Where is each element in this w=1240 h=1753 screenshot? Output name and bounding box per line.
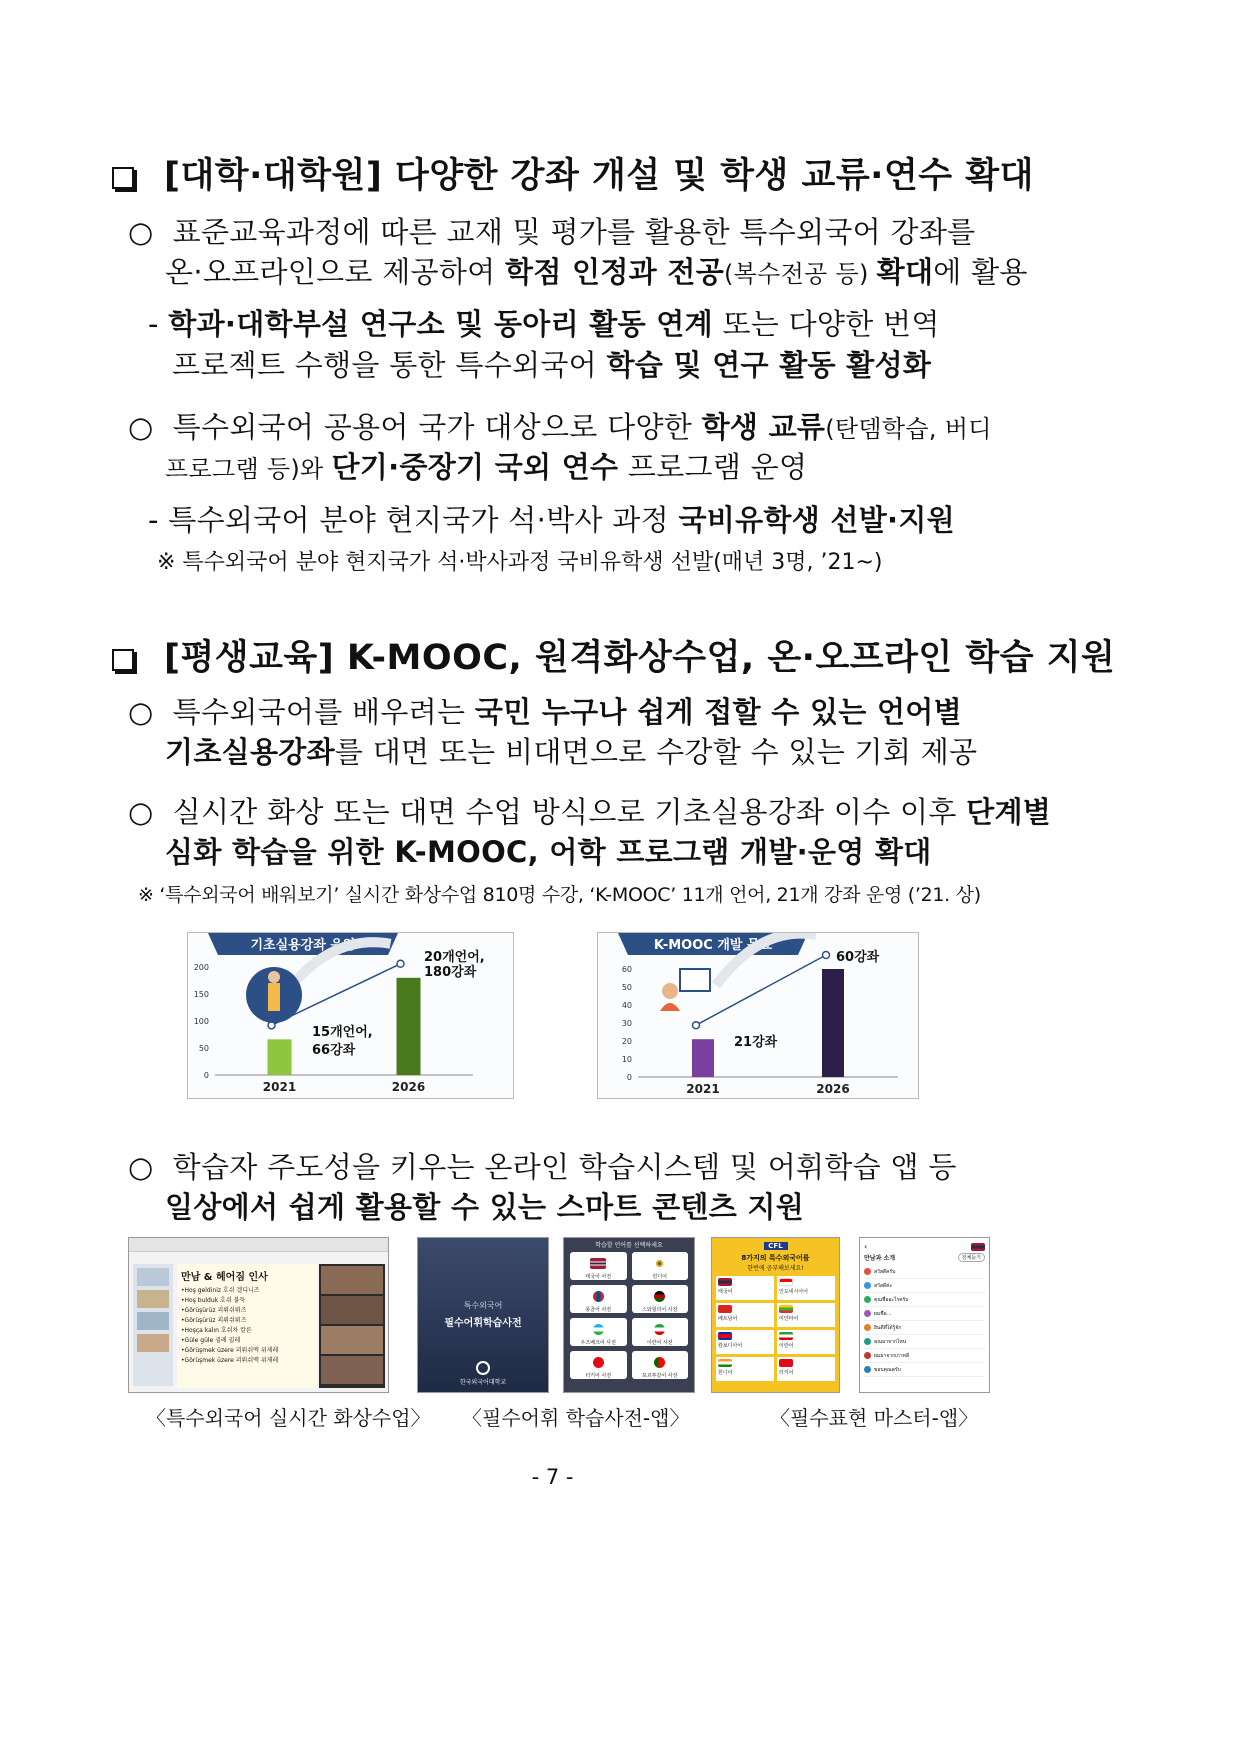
kenya-flag-icon <box>654 1291 665 1302</box>
slide-title: 만남 & 헤어짐 인사 <box>181 1272 268 1283</box>
chart-title: 기초실용강좌 운영 <box>250 938 356 953</box>
language-label: 미얀마어 <box>779 1316 799 1322</box>
phrase-text: คุณชื่ออะไรครับ <box>874 1296 909 1303</box>
language-label: 몽골어 사전 <box>585 1307 612 1313</box>
trend-point <box>397 960 404 967</box>
speaker-icon <box>864 1268 871 1275</box>
language-label: 태국어 <box>718 1289 733 1295</box>
language-tile[interactable] <box>777 1357 835 1381</box>
slide-line: •Güle güle 귈레 귈레 <box>181 1337 241 1344</box>
phrase-text: สวัสดีค่ะ <box>874 1282 893 1289</box>
language-label: 이란어 <box>779 1343 794 1349</box>
slide-thumbnails <box>133 1264 173 1386</box>
section-1-title: [대학·대학원] 다양한 강좌 개설 및 학생 교류·연수 확대 <box>112 148 1034 198</box>
language-card[interactable] <box>632 1252 689 1280</box>
language-tile[interactable] <box>716 1276 774 1300</box>
bullet-5-line-2: 일상에서 쉽게 활용할 수 있는 스마트 콘텐츠 지원 <box>165 1190 805 1224</box>
language-label: 힌디어 <box>718 1370 733 1376</box>
language-select-screen <box>563 1237 695 1393</box>
data-label: 21강좌 <box>734 1035 778 1050</box>
bullet-1-line-2: 온·오프라인으로 제공하여 학점 인정과 전공(복수전공 등) 확대에 활용 <box>165 255 1028 289</box>
participant-video <box>321 1356 383 1384</box>
trend-point <box>823 952 830 959</box>
data-label: 60강좌 <box>836 950 880 965</box>
section-2-title: [평생교육] K-MOOC, 원격화상수업, 온·오프라인 학습 지원 <box>112 630 1115 680</box>
bar <box>692 1039 714 1077</box>
bar <box>397 978 421 1075</box>
language-label: 이란어 사전 <box>646 1340 673 1346</box>
india-flag-icon <box>718 1359 732 1367</box>
iran-flag-icon <box>654 1324 665 1335</box>
language-card[interactable] <box>570 1351 627 1379</box>
slide-line: •Hoşça kalın 호쉬차 칼른 <box>181 1327 252 1334</box>
language-label: 터키어 사전 <box>585 1373 612 1379</box>
app-footer: 한국외국어대학교 <box>459 1379 507 1386</box>
y-tick-label: 10 <box>621 1055 632 1064</box>
caption-expression-app: 〈필수표현 마스터-앱〉 <box>770 1406 979 1430</box>
participant-video <box>321 1296 383 1324</box>
bar <box>822 969 844 1077</box>
cfl-logo: CFL <box>764 1242 788 1250</box>
speaker-icon <box>864 1296 871 1303</box>
phrase-row[interactable] <box>864 1363 985 1377</box>
indonesia-flag-icon <box>779 1278 793 1286</box>
phrase-row[interactable] <box>864 1335 985 1349</box>
dictionary-app-splash <box>417 1237 549 1393</box>
portugal-flag-icon <box>654 1357 665 1368</box>
language-tile[interactable] <box>777 1330 835 1354</box>
phrase-text: ยินดีที่ได้รู้จัก <box>874 1324 902 1331</box>
phrase-list <box>864 1265 985 1377</box>
bullet-2: ○ 특수외국어 공용어 국가 대상으로 다양한 학생 교류(탄뎀학습, 버디 <box>128 410 992 444</box>
myanmar-flag-icon <box>779 1305 793 1313</box>
chart-2 <box>598 933 919 1099</box>
language-card[interactable] <box>570 1252 627 1280</box>
trend-point <box>693 1022 700 1029</box>
uzbekistan-flag-icon <box>593 1324 604 1335</box>
phrase-row[interactable] <box>864 1307 985 1321</box>
language-card[interactable] <box>632 1351 689 1379</box>
language-tile[interactable] <box>777 1303 835 1327</box>
note-1: ※ 특수외국어 분야 현지국가 석·박사과정 국비유학생 선발(매년 3명, ’21~) <box>157 550 883 575</box>
language-label: 스와힐리어 사전 <box>642 1307 678 1313</box>
iran-flag-icon <box>779 1332 793 1340</box>
turkey-flag-icon <box>593 1357 604 1368</box>
data-label: 15개언어, <box>312 1025 373 1040</box>
participant-video <box>321 1266 383 1294</box>
note-2: ※ ‘특수외국어 배워보기’ 실시간 화상수업 810명 수강, ‘K-MOOC’ 11개 언어, 21개 강좌 운영 (’21. 상) <box>138 884 981 906</box>
language-label: 포르투갈어 사전 <box>642 1373 678 1379</box>
language-card[interactable] <box>570 1318 627 1346</box>
speaker-icon <box>864 1282 871 1289</box>
bullet-1: ○ 표준교육과정에 따른 교재 및 평가를 활용한 특수외국어 강좌를 <box>128 215 976 249</box>
phrase-text: สวัสดีครับ <box>874 1268 896 1275</box>
data-label: 180강좌 <box>424 965 477 980</box>
x-tick-label: 2021 <box>262 1080 297 1094</box>
person-illustration-icon <box>268 971 280 983</box>
speaker-icon <box>864 1310 871 1317</box>
university-logo-icon <box>476 1361 490 1375</box>
cambodia-flag-icon <box>718 1332 732 1340</box>
slide-line: •Görüşürüz 괴뤼쉬뤼즈 <box>181 1317 247 1324</box>
y-tick-label: 200 <box>193 963 209 972</box>
phrase-text: ผมชื่อ... <box>874 1310 892 1317</box>
app-subheadline: 한번에 공부해보세요! <box>747 1265 804 1272</box>
india-flag-icon <box>654 1258 665 1269</box>
person-illustration-icon <box>268 983 280 1011</box>
y-tick-label: 50 <box>621 983 632 992</box>
bullet-4: ○ 실시간 화상 또는 대면 수업 방식으로 기초실용강좌 이수 이후 단계별 <box>128 795 1052 829</box>
bullet-2-line-2: 프로그램 등)와 단기·중장기 국외 연수 프로그램 운영 <box>165 450 808 484</box>
toolbar <box>129 1238 388 1252</box>
speaker-icon <box>864 1324 871 1331</box>
speaker-icon <box>864 1352 871 1359</box>
back-arrow-icon[interactable]: ‹ <box>864 1242 868 1251</box>
data-label: 66강좌 <box>312 1043 356 1058</box>
y-tick-label: 40 <box>621 1001 632 1010</box>
slide <box>177 1264 317 1388</box>
language-tile[interactable] <box>777 1276 835 1300</box>
language-tile[interactable] <box>716 1330 774 1354</box>
app-headline: 8가지의 특수외국어를 <box>741 1254 810 1262</box>
y-tick-label: 100 <box>193 1017 209 1026</box>
slide-line: •Görüşmek üzere 괴뤼쉬멕 위제레 <box>181 1347 279 1354</box>
participant-videos <box>319 1264 385 1388</box>
y-tick-label: 50 <box>198 1044 209 1053</box>
phrase-row[interactable] <box>864 1293 985 1307</box>
phrase-row[interactable] <box>864 1349 985 1363</box>
thailand-flag-icon <box>971 1243 985 1251</box>
thailand-flag-icon <box>718 1278 732 1286</box>
bar <box>268 1039 292 1075</box>
y-tick-label: 20 <box>621 1037 632 1046</box>
phrase-text: ผมมาจากเกาหลี <box>874 1352 909 1359</box>
vietnam-flag-icon <box>718 1305 732 1313</box>
caption-dictionary-app: 〈필수어휘 학습사전-앱〉 <box>462 1406 690 1430</box>
language-label: 터키어 <box>779 1370 794 1376</box>
phrase-row[interactable] <box>864 1279 985 1293</box>
video-class-screenshot <box>128 1237 389 1393</box>
caption-video-class: 〈특수외국어 실시간 화상수업〉 <box>146 1406 431 1430</box>
chart-1-panel <box>187 932 514 1099</box>
y-tick-label: 60 <box>621 965 632 974</box>
slide-line: •Görüşmek üzere 괴뤼쉬멕 위제레 <box>181 1357 279 1364</box>
play-all-button[interactable]: 전체듣기 <box>958 1253 985 1262</box>
y-tick-label: 0 <box>626 1073 632 1082</box>
x-tick-label: 2021 <box>686 1082 720 1096</box>
language-card[interactable] <box>632 1285 689 1313</box>
slide-line: •Hoş bulduk 호쉬 불둑 <box>181 1297 246 1304</box>
speaker-icon <box>864 1338 871 1345</box>
cfl-app-home <box>711 1237 840 1393</box>
chart-2-panel <box>597 932 919 1099</box>
bullet-5: ○ 학습자 주도성을 키우는 온라인 학습시스템 및 어휘학습 앱 등 <box>128 1150 957 1184</box>
mongolia-flag-icon <box>593 1291 604 1302</box>
bullet-4-line-2: 심화 학습을 위한 K-MOOC, 어학 프로그램 개발·운영 확대 <box>165 835 932 869</box>
language-label: 베트남어 <box>718 1316 738 1322</box>
thailand-flag-icon <box>590 1258 606 1269</box>
language-label: 힌디어 <box>652 1274 667 1280</box>
bullet-3: ○ 특수외국어를 배우려는 국민 누구나 쉽게 접할 수 있는 언어별 <box>128 695 962 729</box>
y-tick-label: 30 <box>621 1019 632 1028</box>
bullet-3-line-2: 기초실용강좌를 대면 또는 비대면으로 수강할 수 있는 기회 제공 <box>165 735 978 769</box>
dash-1-line-2: 프로젝트 수행을 통한 특수외국어 학습 및 연구 활동 활성화 <box>172 348 932 382</box>
language-tile[interactable] <box>716 1357 774 1381</box>
phrase-list-screen <box>859 1237 990 1393</box>
checkbox-square-icon <box>112 649 134 671</box>
language-tile[interactable] <box>716 1303 774 1327</box>
language-label: 태국어 사전 <box>585 1274 612 1280</box>
y-tick-label: 0 <box>203 1071 209 1080</box>
app-title: 필수어휘학습사전 <box>444 1318 522 1329</box>
turkey-flag-icon <box>779 1359 793 1367</box>
x-tick-label: 2026 <box>391 1080 426 1094</box>
language-label: 인도네시아어 <box>779 1289 808 1295</box>
data-label: 20개언어, <box>424 950 485 965</box>
phrase-row[interactable] <box>864 1321 985 1335</box>
language-label: 캄보디아어 <box>718 1343 743 1349</box>
speaker-icon <box>864 1366 871 1373</box>
whiteboard-icon <box>680 969 710 991</box>
checkbox-square-icon <box>112 167 134 189</box>
phrase-text: ขอบคุณครับ <box>874 1366 901 1373</box>
language-card[interactable] <box>632 1318 689 1346</box>
slide-line: •Görüşürüz 괴뤼쉬뤼즈 <box>181 1307 247 1314</box>
slide-line: •Hoş geldiniz 호쉬 겔디니즈 <box>181 1287 260 1294</box>
teacher-illustration-icon <box>662 983 678 999</box>
participant-video <box>321 1326 383 1354</box>
y-tick-label: 150 <box>193 990 209 999</box>
language-card[interactable] <box>570 1285 627 1313</box>
chart-1 <box>188 933 514 1099</box>
page-number: - 7 - <box>531 1465 574 1489</box>
language-label: 우즈베크어 사전 <box>580 1340 616 1346</box>
app-subtitle: 특수외국어 <box>463 1301 503 1310</box>
phrase-text: คุณมาจากไหน <box>874 1338 907 1345</box>
chart-title: K-MOOC 개발 목표 <box>653 938 773 953</box>
x-tick-label: 2026 <box>816 1082 850 1096</box>
screen-header: 만남과 소개 <box>864 1255 896 1262</box>
phrase-row[interactable] <box>864 1265 985 1279</box>
screen-header: 학습할 언어를 선택하세요 <box>595 1242 663 1249</box>
dash-1: - 학과·대학부설 연구소 및 동아리 활동 연계 또는 다양한 번역 <box>148 307 940 341</box>
dash-2: - 특수외국어 분야 현지국가 석·박사 과정 국비유학생 선발·지원 <box>148 503 955 537</box>
